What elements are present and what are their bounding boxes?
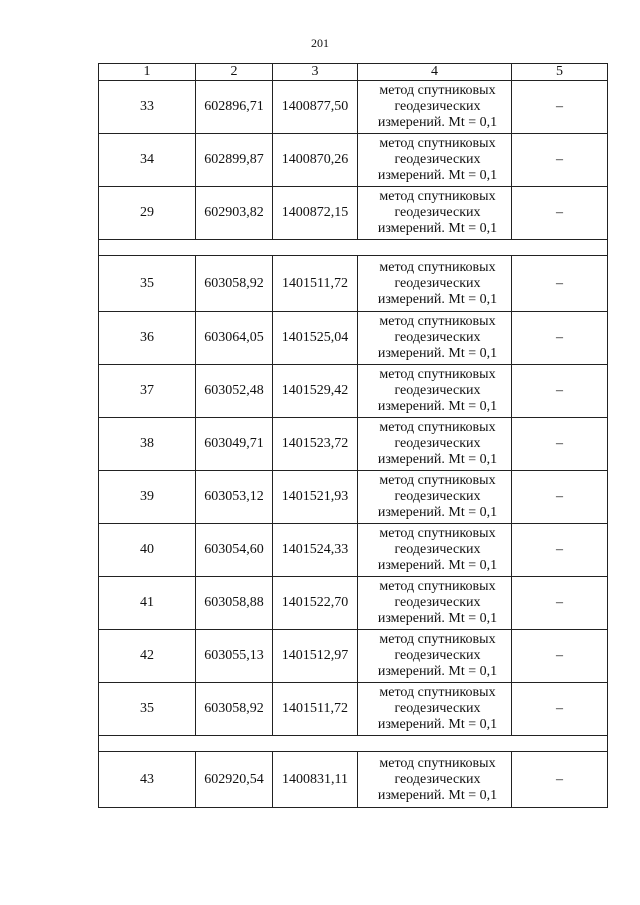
method-cell — [358, 134, 512, 187]
x-coordinate-cell: 602920,54 — [196, 752, 273, 808]
y-coordinate-cell: 1401521,93 — [273, 471, 358, 524]
method-line: измерений. Mt = 0,1 — [377, 452, 498, 467]
table-row — [99, 81, 608, 134]
column-5-cell: – — [512, 577, 608, 630]
method-cell — [358, 256, 512, 312]
point-number-cell: 41 — [99, 577, 196, 630]
method-cell — [358, 81, 512, 134]
y-coordinate-cell: 1401524,33 — [273, 524, 358, 577]
method-cell — [358, 630, 512, 683]
method-line: измерений. Mt = 0,1 — [377, 168, 498, 183]
point-number-cell: 40 — [99, 524, 196, 577]
table-gap-row — [99, 736, 608, 752]
table-body — [99, 64, 608, 808]
point-number-cell: 35 — [99, 256, 196, 312]
table-row — [99, 752, 608, 808]
column-5-cell: – — [512, 630, 608, 683]
header-cell-5: 5 — [512, 64, 608, 81]
column-5-cell: – — [512, 256, 608, 312]
point-number-cell: 43 — [99, 752, 196, 808]
table-gap-row — [99, 240, 608, 256]
method-line: измерений. Mt = 0,1 — [377, 291, 498, 307]
method-line: геодезических — [394, 330, 481, 345]
table-row — [99, 577, 608, 630]
method-line: геодезических — [394, 595, 481, 610]
point-number-cell: 29 — [99, 187, 196, 240]
table-row — [99, 683, 608, 736]
method-line: измерений. Mt = 0,1 — [377, 558, 498, 573]
point-number-cell: 37 — [99, 365, 196, 418]
page-number: 201 — [311, 36, 329, 50]
header-cell-2: 2 — [196, 64, 273, 81]
x-coordinate-cell: 602903,82 — [196, 187, 273, 240]
method-line: геодезических — [394, 771, 481, 787]
point-number-cell: 42 — [99, 630, 196, 683]
y-coordinate-cell: 1401525,04 — [273, 312, 358, 365]
column-5-cell: – — [512, 524, 608, 577]
method-line: измерений. Mt = 0,1 — [377, 346, 498, 361]
method-line: геодезических — [394, 275, 481, 291]
x-coordinate-cell: 603053,12 — [196, 471, 273, 524]
column-5-cell: – — [512, 187, 608, 240]
y-coordinate-cell: 1401523,72 — [273, 418, 358, 471]
method-line: измерений. Mt = 0,1 — [377, 115, 498, 130]
method-line: геодезических — [394, 383, 481, 398]
method-line: метод спутниковых — [379, 314, 496, 329]
method-line: измерений. Mt = 0,1 — [377, 221, 498, 236]
header-cell-3: 3 — [273, 64, 358, 81]
point-number-cell: 39 — [99, 471, 196, 524]
method-cell — [358, 577, 512, 630]
x-coordinate-cell: 603052,48 — [196, 365, 273, 418]
method-line: геодезических — [394, 152, 481, 167]
point-number-cell: 38 — [99, 418, 196, 471]
x-coordinate-cell: 603064,05 — [196, 312, 273, 365]
method-line: геодезических — [394, 489, 481, 504]
x-coordinate-cell: 603049,71 — [196, 418, 273, 471]
coordinates-table — [98, 63, 608, 808]
table-row — [99, 630, 608, 683]
method-cell — [358, 752, 512, 808]
gap-cell — [99, 240, 608, 256]
method-line: метод спутниковых — [379, 189, 496, 204]
method-cell — [358, 187, 512, 240]
method-line: метод спутниковых — [379, 755, 496, 771]
table-row — [99, 524, 608, 577]
column-5-cell: – — [512, 365, 608, 418]
column-5-cell: – — [512, 134, 608, 187]
column-5-cell: – — [512, 471, 608, 524]
method-line: геодезических — [394, 648, 481, 663]
method-line: геодезических — [394, 701, 481, 716]
table-row — [99, 134, 608, 187]
method-line: метод спутниковых — [379, 526, 496, 541]
table-row — [99, 187, 608, 240]
header-cell-4: 4 — [358, 64, 512, 81]
table-row — [99, 312, 608, 365]
method-line: метод спутниковых — [379, 83, 496, 98]
table-row — [99, 256, 608, 312]
method-line: метод спутниковых — [379, 685, 496, 700]
x-coordinate-cell: 603058,92 — [196, 256, 273, 312]
method-cell — [358, 471, 512, 524]
method-line: геодезических — [394, 99, 481, 114]
table-row — [99, 418, 608, 471]
header-cell-1: 1 — [99, 64, 196, 81]
gap-cell — [99, 736, 608, 752]
y-coordinate-cell: 1401522,70 — [273, 577, 358, 630]
method-line: геодезических — [394, 542, 481, 557]
x-coordinate-cell: 603058,92 — [196, 683, 273, 736]
y-coordinate-cell: 1400877,50 — [273, 81, 358, 134]
method-cell — [358, 418, 512, 471]
method-line: измерений. Mt = 0,1 — [377, 505, 498, 520]
point-number-cell: 36 — [99, 312, 196, 365]
method-cell — [358, 524, 512, 577]
table-row — [99, 365, 608, 418]
method-cell — [358, 683, 512, 736]
x-coordinate-cell: 602896,71 — [196, 81, 273, 134]
method-line: измерений. Mt = 0,1 — [377, 717, 498, 732]
x-coordinate-cell: 603054,60 — [196, 524, 273, 577]
table-row — [99, 471, 608, 524]
method-line: измерений. Mt = 0,1 — [377, 664, 498, 679]
method-line: измерений. Mt = 0,1 — [377, 399, 498, 414]
y-coordinate-cell: 1400872,15 — [273, 187, 358, 240]
y-coordinate-cell: 1400870,26 — [273, 134, 358, 187]
method-line: метод спутниковых — [379, 579, 496, 594]
method-line: измерений. Mt = 0,1 — [377, 787, 498, 803]
point-number-cell: 34 — [99, 134, 196, 187]
point-number-cell: 33 — [99, 81, 196, 134]
column-5-cell: – — [512, 418, 608, 471]
method-line: метод спутниковых — [379, 367, 496, 382]
point-number-cell: 35 — [99, 683, 196, 736]
column-5-cell: – — [512, 683, 608, 736]
column-5-cell: – — [512, 752, 608, 808]
y-coordinate-cell: 1401512,97 — [273, 630, 358, 683]
method-line: метод спутниковых — [379, 473, 496, 488]
x-coordinate-cell: 603058,88 — [196, 577, 273, 630]
method-line: геодезических — [394, 436, 481, 451]
method-cell — [358, 312, 512, 365]
table-header-row — [99, 64, 608, 81]
x-coordinate-cell: 602899,87 — [196, 134, 273, 187]
column-5-cell: – — [512, 81, 608, 134]
method-line: геодезических — [394, 205, 481, 220]
method-line: метод спутниковых — [379, 632, 496, 647]
method-line: измерений. Mt = 0,1 — [377, 611, 498, 626]
y-coordinate-cell: 1401511,72 — [273, 683, 358, 736]
y-coordinate-cell: 1401511,72 — [273, 256, 358, 312]
y-coordinate-cell: 1401529,42 — [273, 365, 358, 418]
method-line: метод спутниковых — [379, 259, 496, 275]
column-5-cell: – — [512, 312, 608, 365]
y-coordinate-cell: 1400831,11 — [273, 752, 358, 808]
method-cell — [358, 365, 512, 418]
method-line: метод спутниковых — [379, 420, 496, 435]
x-coordinate-cell: 603055,13 — [196, 630, 273, 683]
method-line: метод спутниковых — [379, 136, 496, 151]
